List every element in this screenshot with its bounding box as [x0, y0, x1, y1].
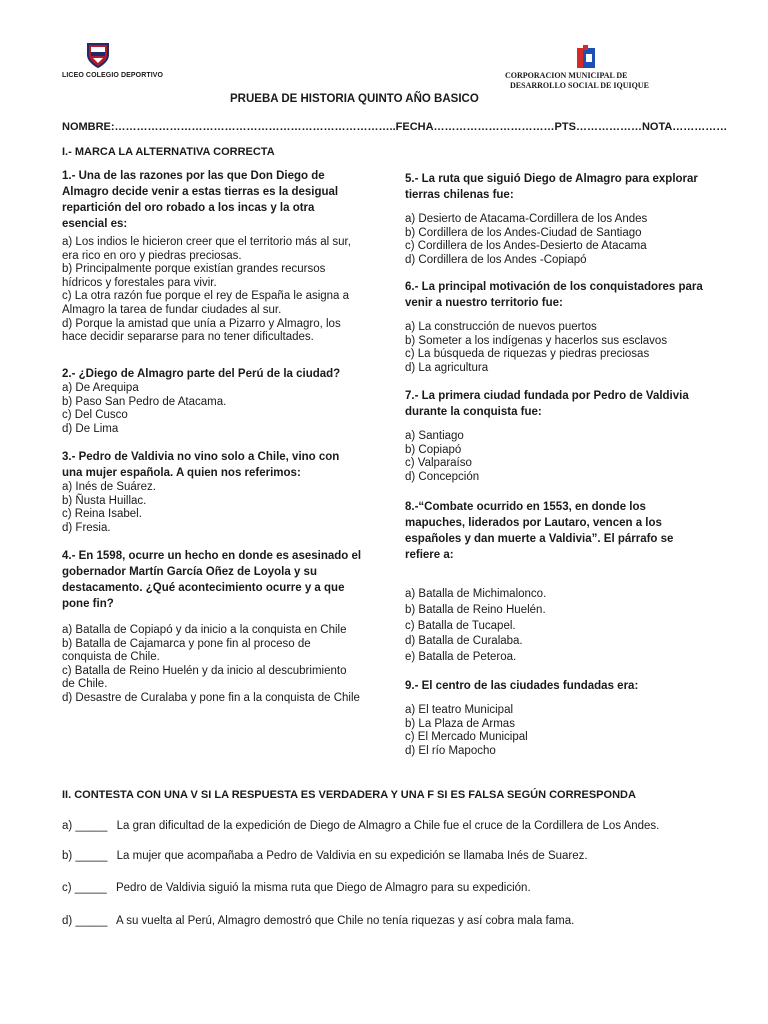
option: a) Batalla de Michimalonco.: [405, 588, 547, 600]
option: b) Someter a los indígenas y hacerlos sus esclavos: [405, 334, 668, 347]
true-false-item: [62, 820, 659, 832]
option: b) Cordillera de los Andes-Ciudad de Santiago: [405, 226, 642, 239]
option: b) Principalmente porque existían grandes recursos hídricos y forestales para vivir.: [62, 263, 326, 289]
option: c) Batalla de Tucapel.: [405, 619, 516, 632]
option: c) Batalla de Reino Huelén y da inicio al descubrimiento de Chile.: [62, 664, 347, 691]
option: c) La búsqueda de riquezas y piedras preciosas: [405, 348, 650, 361]
true-false-item: [62, 850, 588, 862]
item-letter: d): [62, 915, 73, 927]
option: c) La otra razón fue porque el rey de España le asigna a Almagro la tarea de fundar ciudades al sur.: [62, 290, 350, 316]
student-info-line: NOMBRE:…………………………………………………………………..FECHA……………………………PTS………………NOTA……………: [62, 121, 728, 133]
option: a) Los indios le hicieron creer que el territorio más al sur, era rico en oro y piedras preciosas.: [62, 236, 351, 262]
option: d) Porque la amistad que unía a Pizarro y Almagro, los hace decidir separarse para no tener dificultades.: [62, 317, 341, 344]
question-3: [62, 449, 362, 535]
corporation-line-2: DESARROLLO SOCIAL DE IQUIQUE: [510, 81, 649, 90]
question-5: [405, 171, 705, 267]
question-text: 6.- La principal motivación de los conquistadores para venir a nuestro territorio fue:: [405, 281, 703, 309]
question-text: 4.- En 1598, ocurre un hecho en donde es asesinado el gobernador Martín García Oñez de Loyola y su destacamento. ¿Qué acontecimiento ocurre y a que pone fin?: [62, 550, 362, 610]
answer-blank[interactable]: _____: [75, 820, 108, 832]
question-2: [62, 366, 362, 436]
option: b) La Plaza de Armas: [405, 717, 515, 730]
option: a) La construcción de nuevos puertos: [405, 321, 597, 333]
option: b) Paso San Pedro de Atacama.: [62, 395, 227, 408]
corporation-name: [505, 71, 649, 91]
answer-blank[interactable]: _____: [74, 882, 107, 894]
option: b) Ñusta Huillac.: [62, 494, 147, 507]
option: b) Batalla de Cajamarca y pone fin al proceso de conquista de Chile.: [62, 637, 311, 664]
question-4: [62, 548, 362, 706]
question-text: 2.- ¿Diego de Almagro parte del Perú de la ciudad?: [62, 368, 341, 380]
option: d) La agricultura: [405, 361, 489, 374]
question-8: [405, 499, 705, 666]
option: d) De Lima: [62, 422, 119, 435]
question-text: 8.-“Combate ocurrido en 1553, en donde los mapuches, liderados por Lautaro, vencen a los españoles y dan muerte a Valdivia”. El párrafo se refiere a:: [405, 501, 674, 561]
item-statement: A su vuelta al Perú, Almagro demostró que Chile no tenía riquezas y así cobra mala fama.: [115, 915, 575, 927]
option: a) Batalla de Copiapó y da inicio a la conquista en Chile: [62, 624, 347, 636]
question-text: 1.- Una de las razones por las que Don Diego de Almagro decide venir a estas tierras es la desigual repartición del oro robado a los incas y la otra esencial es:: [62, 170, 339, 230]
school-crest-logo: [86, 42, 110, 68]
option: a) Desierto de Atacama-Cordillera de los Andes: [405, 213, 648, 225]
option: c) Cordillera de los Andes-Desierto de Atacama: [405, 240, 647, 253]
question-9: [405, 678, 705, 758]
item-letter: b): [62, 850, 73, 862]
option: a) El teatro Municipal: [405, 704, 514, 716]
option: d) Fresia.: [62, 521, 111, 534]
option: a) Inés de Suárez.: [62, 481, 156, 493]
question-text: 9.- El centro de las ciudades fundadas era:: [405, 680, 639, 692]
item-statement: La mujer que acompañaba a Pedro de Valdivia en su expedición se llamaba Inés de Suarez.: [116, 850, 588, 862]
option: a) Santiago: [405, 430, 464, 442]
question-text: 7.- La primera ciudad fundada por Pedro de Valdivia durante la conquista fue:: [405, 390, 689, 418]
test-title: PRUEBA DE HISTORIA QUINTO AÑO BASICO: [230, 93, 479, 105]
option: b) Batalla de Reino Huelén.: [405, 603, 546, 616]
true-false-item: [62, 915, 574, 927]
option: c) Del Cusco: [62, 409, 128, 422]
option: c) El Mercado Municipal: [405, 731, 528, 744]
answer-blank[interactable]: _____: [75, 850, 108, 862]
option: a) De Arequipa: [62, 382, 139, 394]
question-7: [405, 388, 705, 484]
option: d) Cordillera de los Andes -Copiapó: [405, 253, 587, 266]
option: c) Reina Isabel.: [62, 508, 142, 521]
true-false-item: [62, 882, 531, 894]
item-letter: c): [62, 882, 72, 894]
option: e) Batalla de Peteroa.: [405, 651, 517, 664]
option: d) Concepción: [405, 470, 480, 483]
question-text: 3.- Pedro de Valdivia no vino solo a Chile, vino con una mujer española. A quien nos referimos:: [62, 451, 340, 479]
answer-blank[interactable]: _____: [75, 915, 108, 927]
corporation-line-1: CORPORACION MUNICIPAL DE: [505, 71, 628, 80]
option: c) Valparaíso: [405, 457, 472, 470]
corporation-logo: [575, 44, 597, 70]
item-statement: La gran dificultad de la expedición de Diego de Almagro a Chile fue el cruce de la Cordillera de Los Andes.: [116, 820, 660, 832]
school-name: LICEO COLEGIO DEPORTIVO: [62, 72, 164, 79]
option: d) Desastre de Curalaba y pone fin a la conquista de Chile: [62, 691, 360, 704]
item-letter: a): [62, 820, 73, 832]
question-6: [405, 279, 705, 375]
section2-title: II. CONTESTA CON UNA V SI LA RESPUESTA ES VERDADERA Y UNA F SI ES FALSA SEGÚN CORRESPONDA: [62, 789, 636, 801]
option: d) El río Mapocho: [405, 744, 496, 757]
option: b) Copiapó: [405, 443, 462, 456]
question-1: [62, 168, 362, 345]
question-text: 5.- La ruta que siguió Diego de Almagro para explorar tierras chilenas fue:: [405, 173, 698, 201]
item-statement: Pedro de Valdivia siguió la misma ruta que Diego de Almagro para su expedición.: [115, 882, 531, 894]
section1-title: I.- MARCA LA ALTERNATIVA CORRECTA: [62, 146, 275, 158]
option: d) Batalla de Curalaba.: [405, 635, 523, 648]
